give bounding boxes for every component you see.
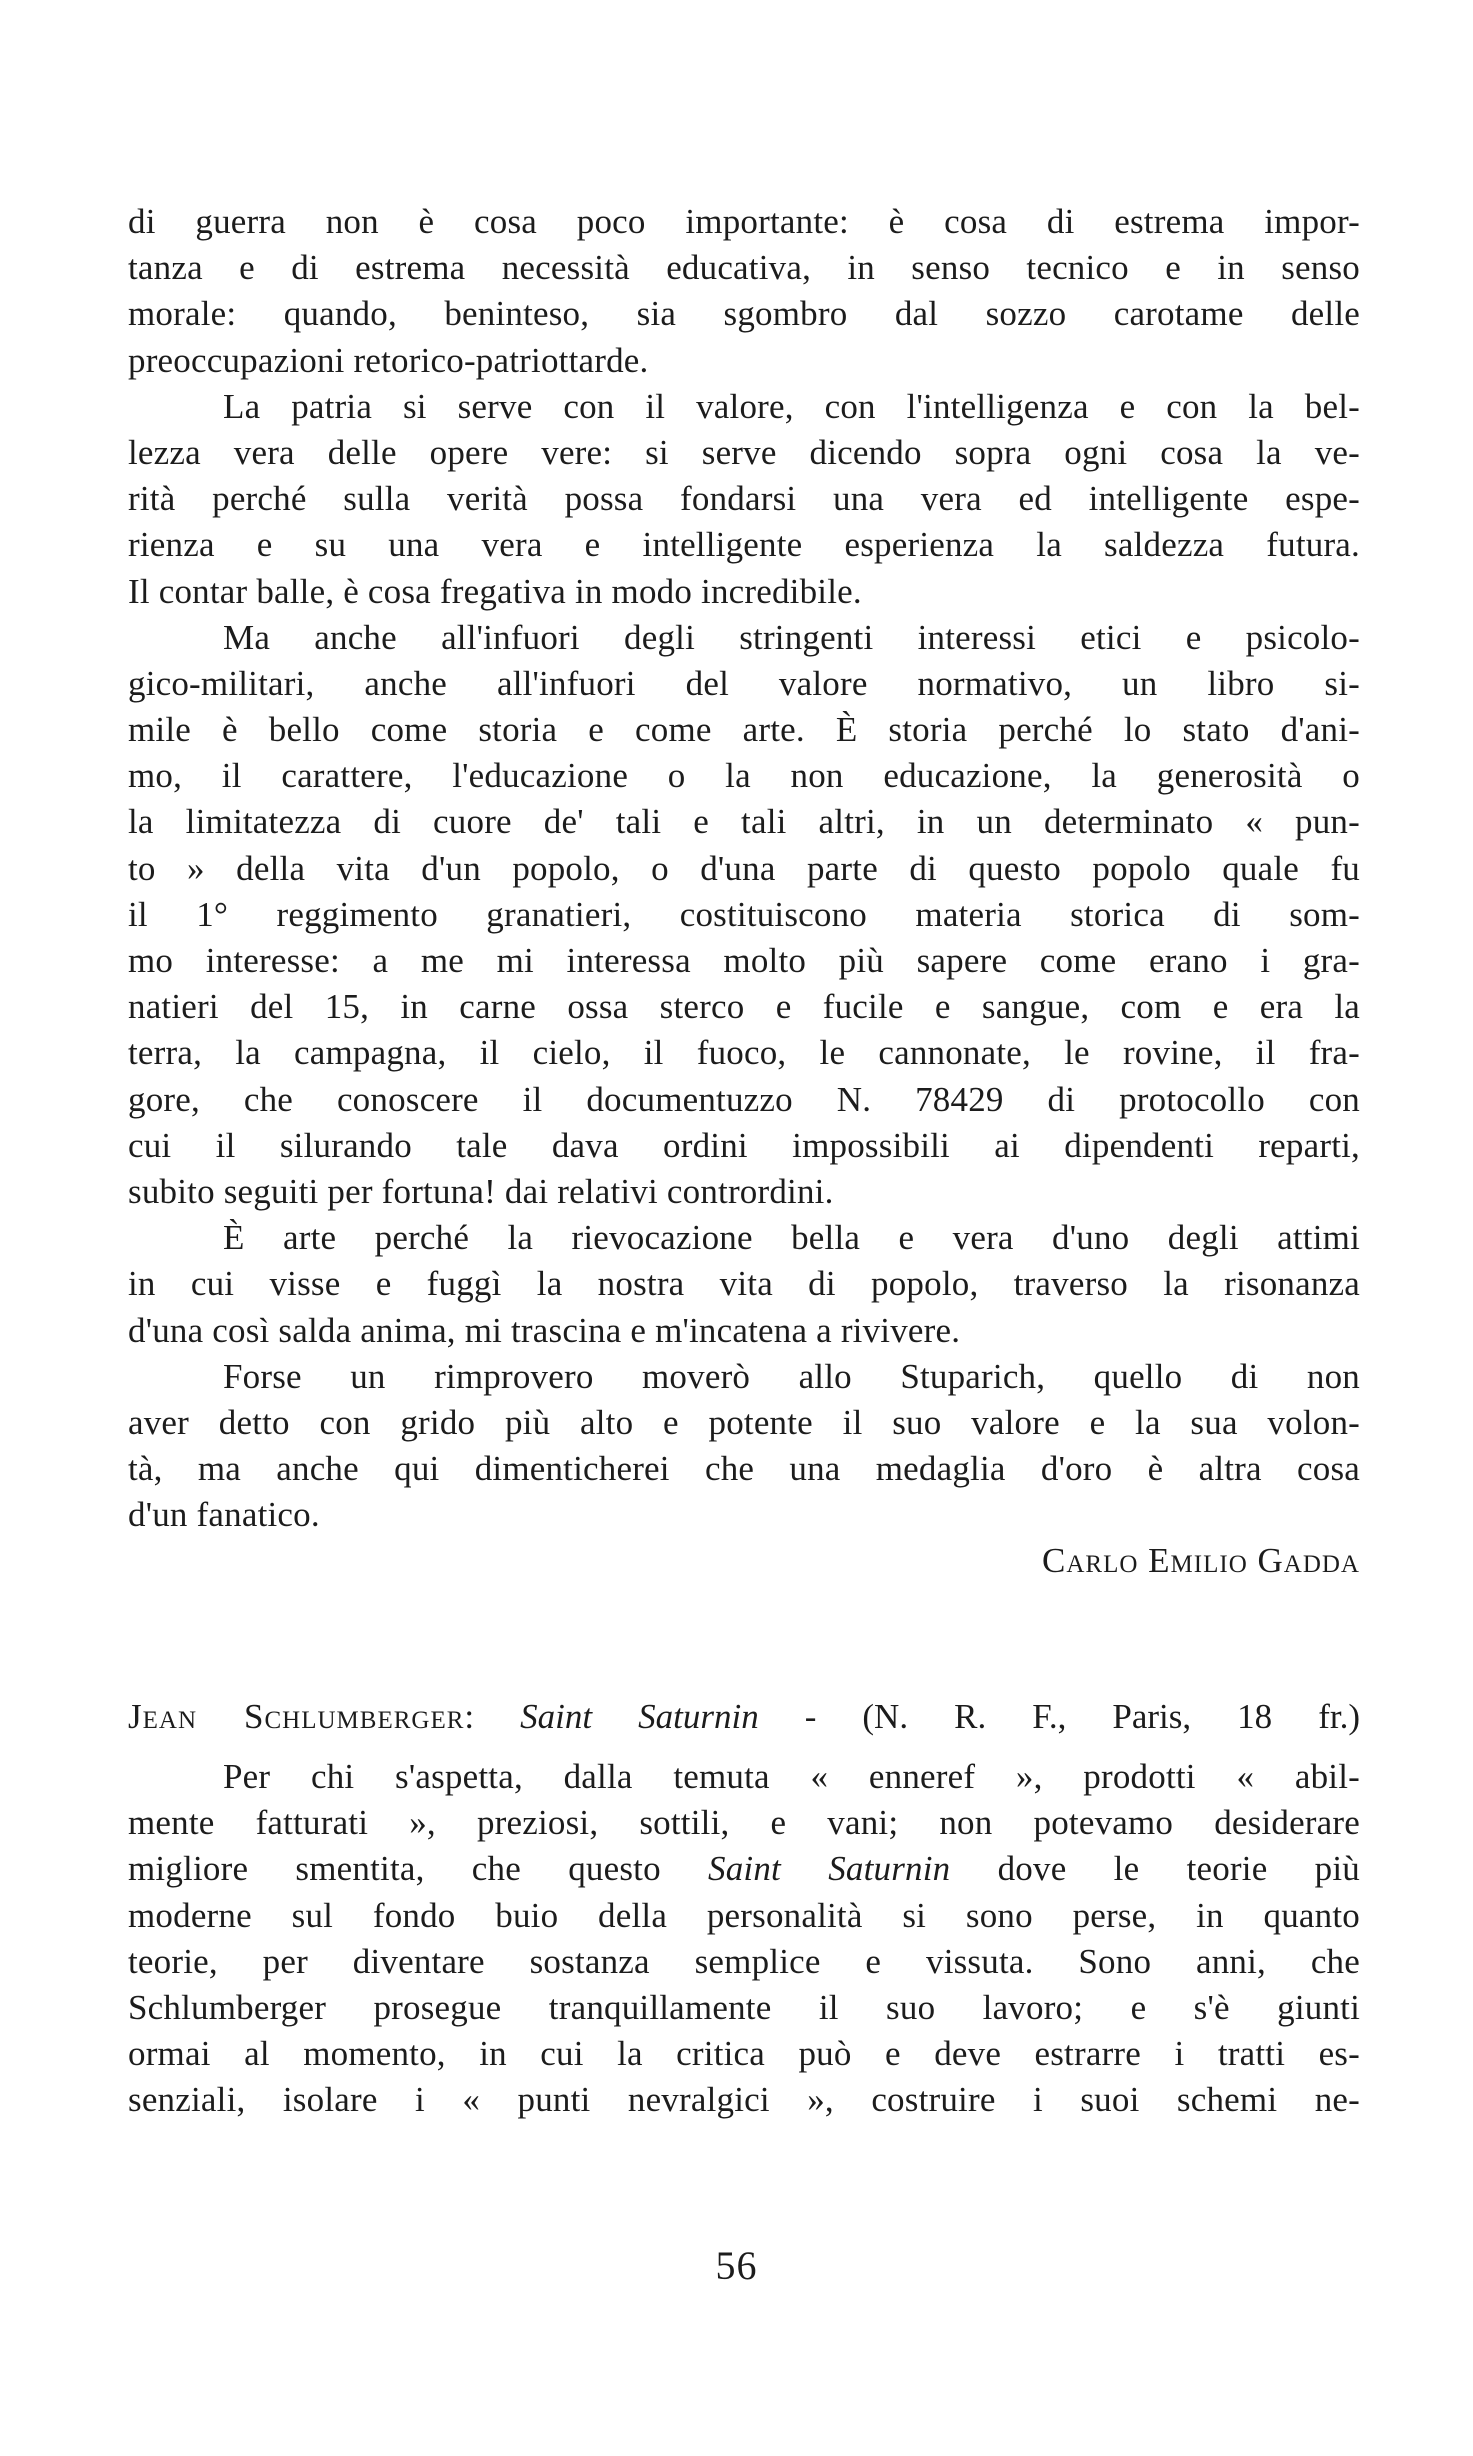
text-line: mo, il carattere, l'educazione o la non educazione, la generosità o xyxy=(128,756,1360,796)
text-line: d'un fanatico. xyxy=(128,1495,320,1535)
text-line: la limitatezza di cuore de' tali e tali altri, in un determinato « pun- xyxy=(128,802,1360,842)
page-number: 56 xyxy=(715,2243,758,2288)
text-line: preoccupazioni retorico-patriottarde. xyxy=(128,340,649,380)
text-line: in cui visse e fuggì la nostra vita di popolo, traverso la risonanza xyxy=(128,1264,1360,1304)
text-line: mo interesse: a me mi interessa molto più sapere come erano i gra- xyxy=(128,941,1360,980)
text-line: natieri del 15, in carne ossa sterco e fucile e sangue, com e era la xyxy=(128,987,1360,1027)
text-line: lezza vera delle opere vere: si serve dicendo sopra ogni cosa la ve- xyxy=(128,432,1360,472)
text-line: tà, ma anche qui dimenticherei che una medaglia d'oro è altra cosa xyxy=(128,1449,1360,1489)
text-fragment: migliore smentita, che questo xyxy=(128,1849,661,1889)
text-line: rità perché sulla verità possa fondarsi una vera ed intelligente espe- xyxy=(128,479,1360,519)
review-text-continued xyxy=(128,199,1360,1538)
reviewed-work-title: Saint Saturnin xyxy=(520,1697,759,1736)
review-text xyxy=(128,1754,1360,2124)
review-heading xyxy=(128,1694,1360,1740)
text-line: gico-militari, anche all'infuori del valore normativo, un libro si- xyxy=(128,663,1360,703)
text-line: È arte perché la rievocazione bella e vera d'uno degli attimi xyxy=(223,1218,1360,1258)
text-line: ormai al momento, in cui la critica può e deve estrarre i tratti es- xyxy=(128,2034,1360,2074)
text-line: morale: quando, beninteso, sia sgombro dal sozzo carotame delle xyxy=(128,294,1360,334)
author-signature: Carlo Emilio Gadda xyxy=(1042,1541,1360,1580)
text-line: tanza e di estrema necessità educativa, in senso tecnico e in senso xyxy=(128,248,1360,288)
reviewed-author: Jean Schlumberger xyxy=(128,1697,465,1736)
text-line: La patria si serve con il valore, con l'intelligenza e con la bel- xyxy=(223,386,1360,426)
text-line: rienza e su una vera e intelligente esperienza la saldezza futura. xyxy=(128,525,1360,565)
text-line: terra, la campagna, il cielo, il fuoco, le cannonate, le rovine, il fra- xyxy=(128,1033,1360,1073)
text-line: cui il silurando tale dava ordini impossibili ai dipendenti reparti, xyxy=(128,1125,1360,1165)
text-line: moderne sul fondo buio della personalità si sono perse, in quanto xyxy=(128,1895,1360,1935)
text-line: subito seguiti per fortuna! dai relativi contrordini. xyxy=(128,1171,834,1211)
text-line: teorie, per diventare sostanza semplice e vissuta. Sono anni, che xyxy=(128,1941,1360,1981)
text-line: il 1° reggimento granatieri, costituiscono materia storica di som- xyxy=(128,894,1360,934)
text-line: senziali, isolare i « punti nevralgici », costruire i suoi schemi ne- xyxy=(128,2080,1360,2120)
text-line: mile è bello come storia e come arte. È storia perché lo stato d'ani- xyxy=(128,710,1360,750)
text-line: gore, che conoscere il documentuzzo N. 78429 di protocollo con xyxy=(128,1079,1360,1119)
heading-separator: : xyxy=(464,1697,521,1736)
work-title-inline: Saint Saturnin xyxy=(708,1849,951,1889)
text-line: Per chi s'aspetta, dalla temuta « enneref », prodotti « abil- xyxy=(223,1757,1360,1796)
text-line: d'una così salda anima, mi trascina e m'incatena a rivivere. xyxy=(128,1310,961,1350)
text-line: Il contar balle, è cosa fregativa in modo incredibile. xyxy=(128,571,862,611)
text-line: aver detto con grido più alto e potente il suo valore e la sua volon- xyxy=(128,1402,1360,1442)
text-line: di guerra non è cosa poco importante: è cosa di estrema impor- xyxy=(128,202,1360,241)
text-line: Forse un rimprovero moverò allo Stuparich, quello di non xyxy=(223,1356,1360,1396)
text-line: Ma anche all'infuori degli stringenti interessi etici e psicolo- xyxy=(223,617,1360,657)
publication-info: - (N. R. F., Paris, 18 fr.) xyxy=(758,1697,1360,1736)
text-fragment: dove le teorie più xyxy=(997,1849,1360,1889)
text-line: Schlumberger prosegue tranquillamente il suo lavoro; e s'è giunti xyxy=(128,1987,1360,2027)
text-line xyxy=(128,1846,1360,1892)
text-line: to » della vita d'un popolo, o d'una parte di questo popolo quale fu xyxy=(128,848,1360,888)
text-line: mente fatturati », preziosi, sottili, e vani; non potevamo desiderare xyxy=(128,1803,1360,1843)
